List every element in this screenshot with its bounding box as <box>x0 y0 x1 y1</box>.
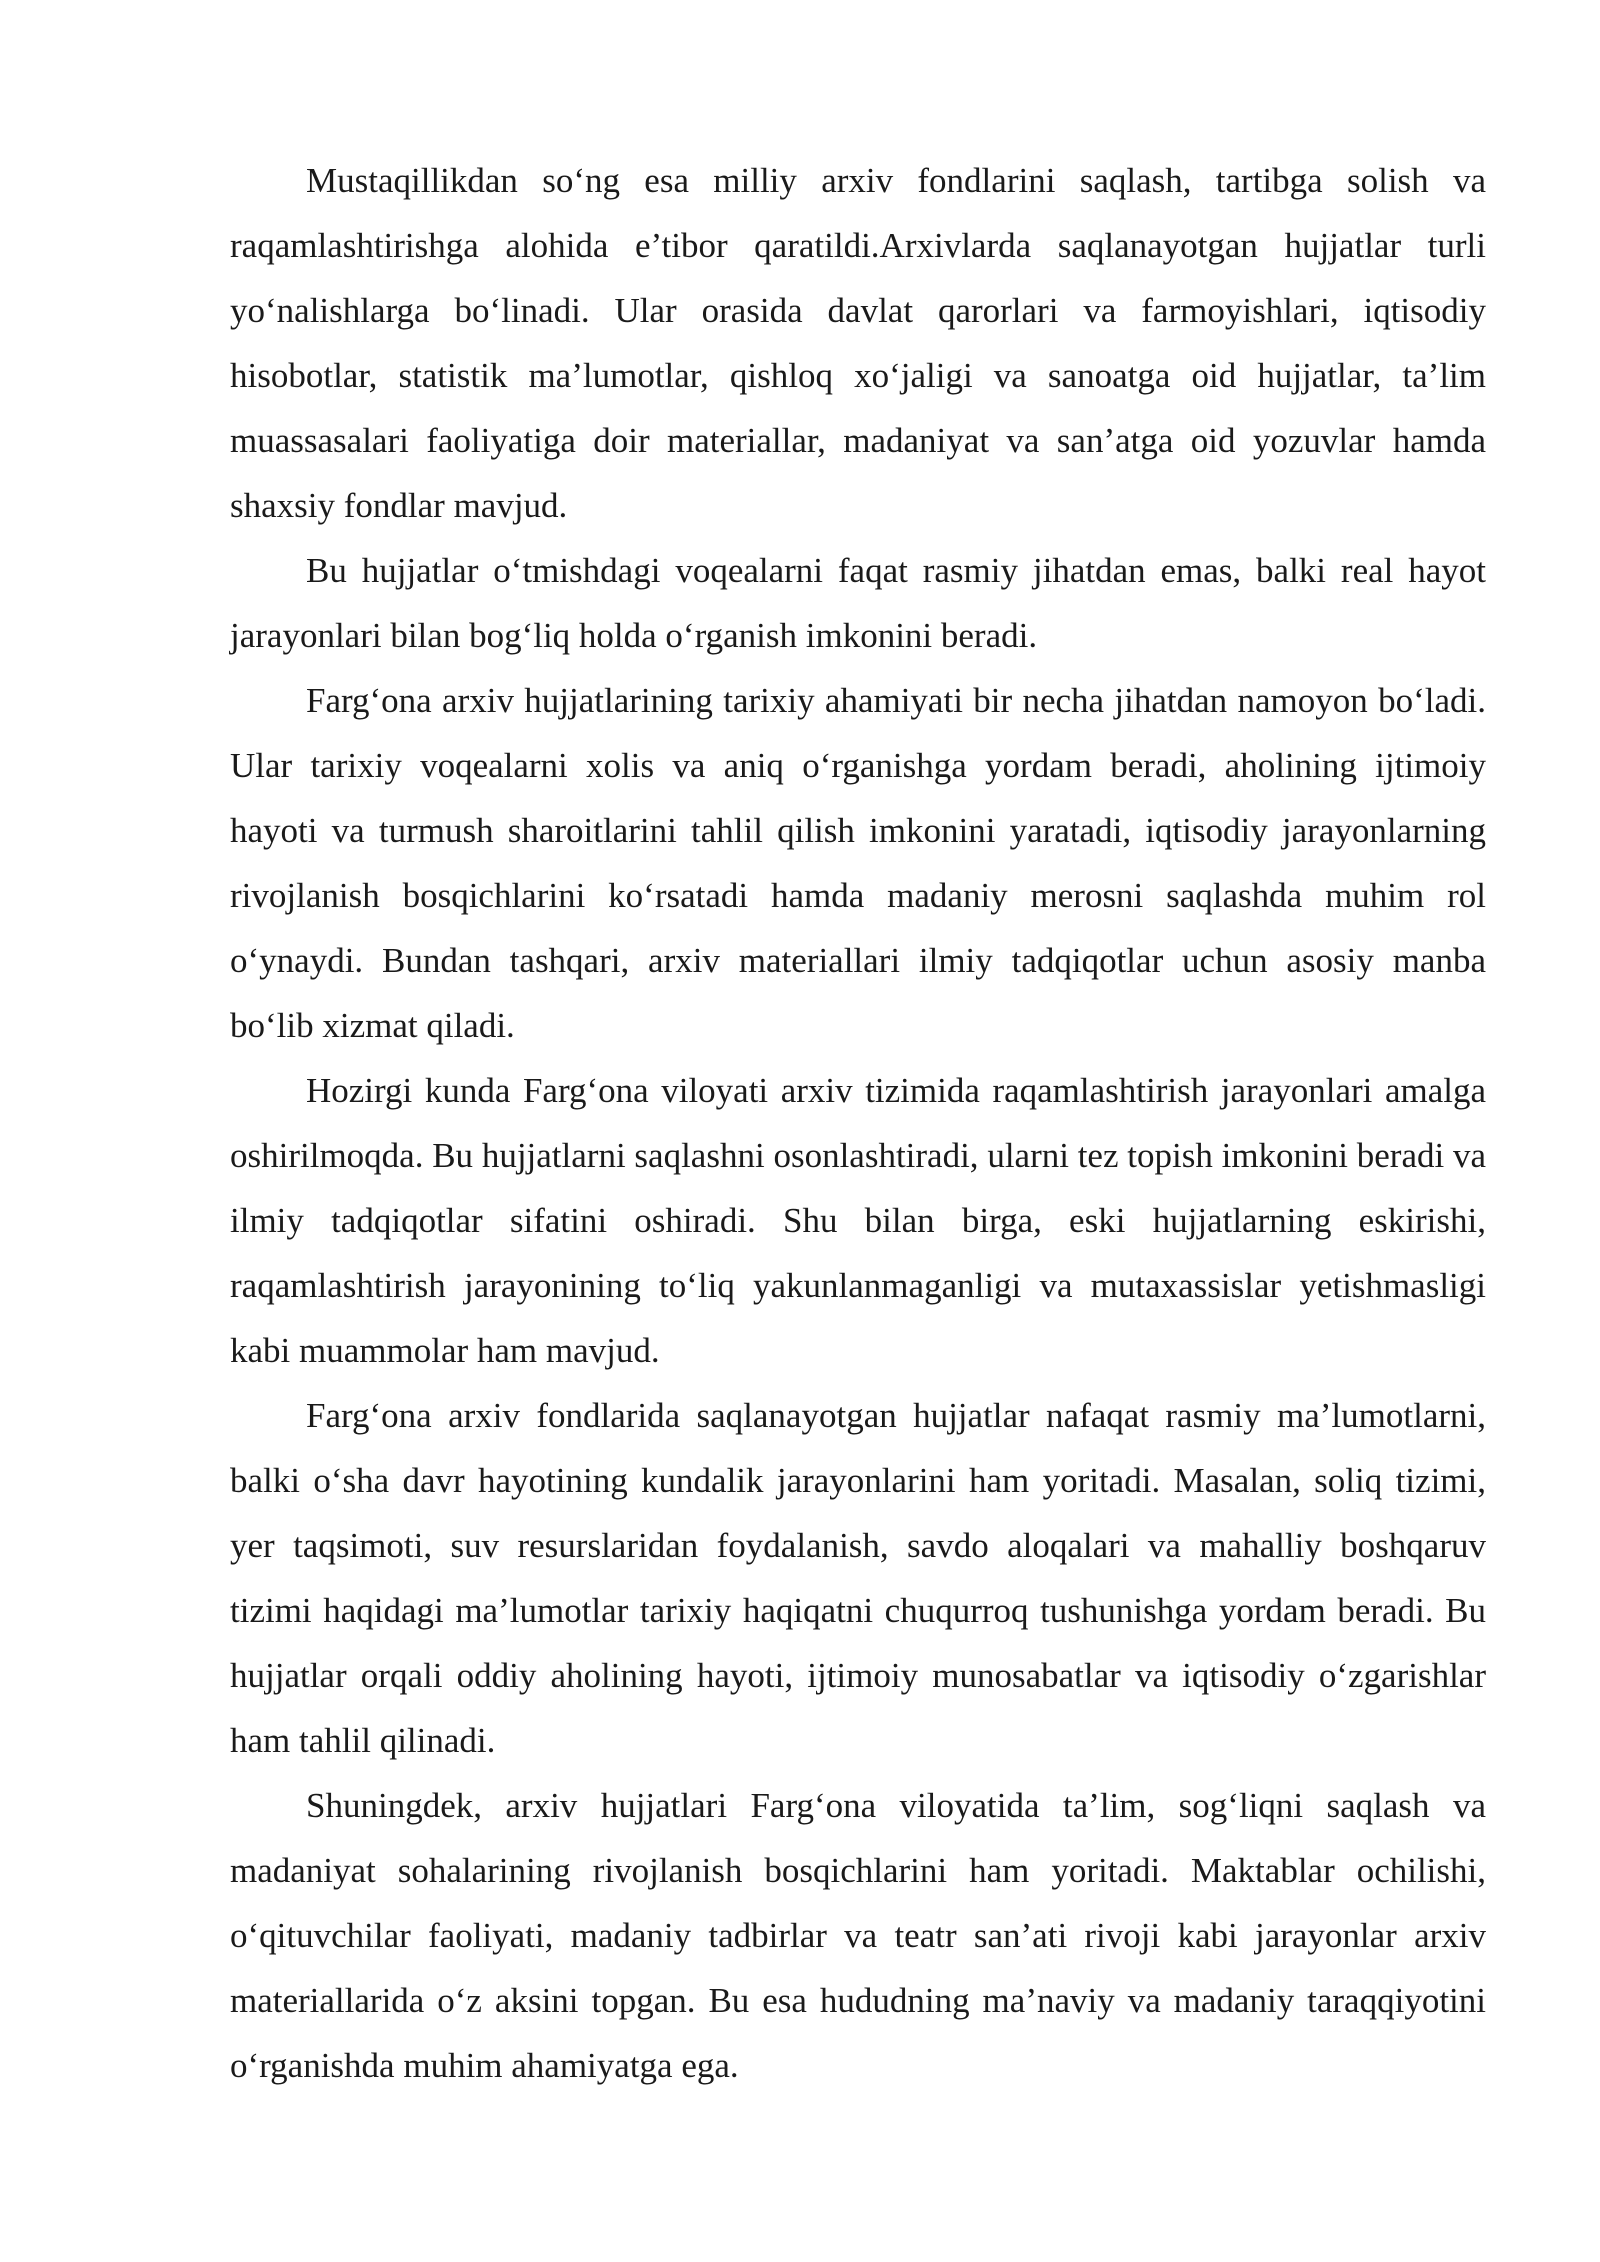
paragraph: Hozirgi kunda Farg‘ona viloyati arxiv tizimida raqamlashtirish jarayonlari amalga oshirilmoqda. Bu hujjatlarni saqlashni osonlashtiradi, ularni tez topish imkonini beradi va ilmiy tadqiqotlar sifatini oshiradi. Shu bilan birga, eski hujjatlarning eskirishi, raqamlashtirish jarayonining to‘liq yakunlanmaganligi va mutaxassislar yetishmasligi kabi muammolar ham mavjud. <box>230 1071 1486 1370</box>
paragraph: Farg‘ona arxiv fondlarida saqlanayotgan hujjatlar nafaqat rasmiy ma’lumotlarni, balki o‘sha davr hayotining kundalik jarayonlarini ham yoritadi. Masalan, soliq tizimi, yer taqsimoti, suv resurslaridan foydalanish, savdo aloqalari va mahalliy boshqaruv tizimi haqidagi ma’lumotlar tarixiy haqiqatni chuqurroq tushunishga yordam beradi. Bu hujjatlar orqali oddiy aholining hayoti, ijtimoiy munosabatlar va iqtisodiy o‘zgarishlar ham tahlil qilinadi. <box>230 1396 1486 1760</box>
paragraph: Mustaqillikdan so‘ng esa milliy arxiv fondlarini saqlash, tartibga solish va raqamlashtirishga alohida e’tibor qaratildi.Arxivlarda saqlanayotgan hujjatlar turli yo‘nalishlarga bo‘linadi. Ular orasida davlat qarorlari va farmoyishlari, iqtisodiy hisobotlar, statistik ma’lumotlar, qishloq xo‘jaligi va sanoatga oid hujjatlar, ta’lim muassasalari faoliyatiga doir materiallar, madaniyat va san’atga oid yozuvlar hamda shaxsiy fondlar mavjud. <box>230 161 1486 525</box>
paragraph: Farg‘ona arxiv hujjatlarining tarixiy ahamiyati bir necha jihatdan namoyon bo‘ladi. Ular tarixiy voqealarni xolis va aniq o‘rganishga yordam beradi, aholining ijtimoiy hayoti va turmush sharoitlarini tahlil qilish imkonini yaratadi, iqtisodiy jarayonlarning rivojlanish bosqichlarini ko‘rsatadi hamda madaniy merosni saqlashda muhim rol o‘ynaydi. Bundan tashqari, arxiv materiallari ilmiy tadqiqotlar uchun asosiy manba bo‘lib xizmat qiladi. <box>230 681 1486 1045</box>
paragraph: Shuningdek, arxiv hujjatlari Farg‘ona viloyatida ta’lim, sog‘liqni saqlash va madaniyat sohalarining rivojlanish bosqichlarini ham yoritadi. Maktablar ochilishi, o‘qituvchilar faoliyati, madaniy tadbirlar va teatr san’ati rivoji kabi jarayonlar arxiv materiallarida o‘z aksini topgan. Bu esa hududning ma’naviy va madaniy taraqqiyotini o‘rganishda muhim ahamiyatga ega. <box>230 1786 1486 2085</box>
document-body <box>230 148 1486 2098</box>
paragraph: Bu hujjatlar o‘tmishdagi voqealarni faqat rasmiy jihatdan emas, balki real hayot jarayonlari bilan bog‘liq holda o‘rganish imkonini beradi. <box>230 551 1486 655</box>
